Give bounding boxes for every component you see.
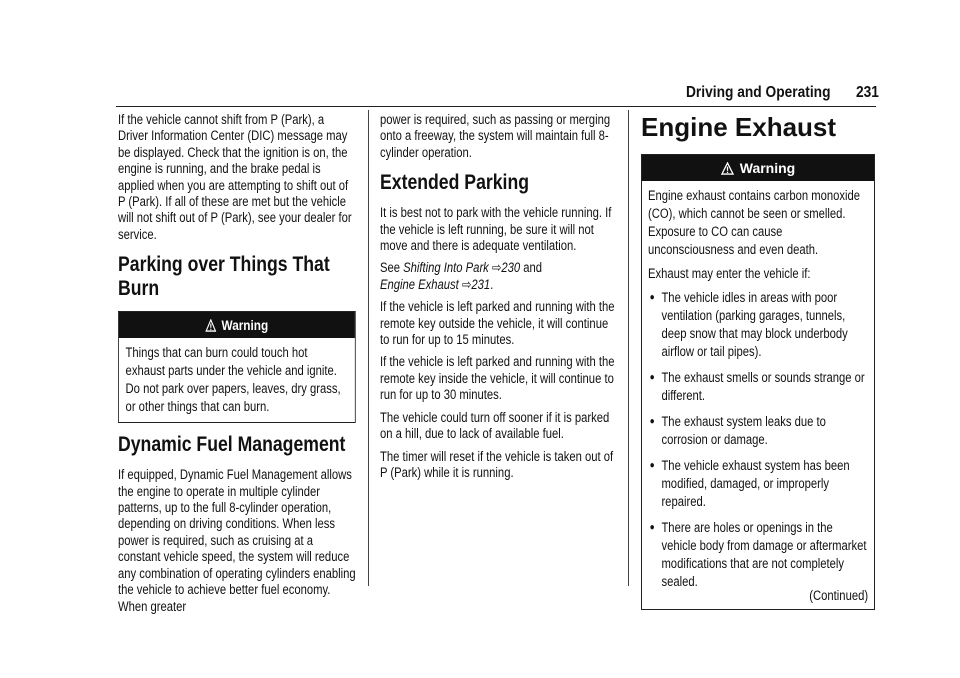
warning-label: Warning bbox=[739, 159, 796, 176]
page-ref-icon: ⇨ bbox=[461, 276, 472, 292]
continued-paragraph: power is required, such as passing or merging onto a freeway, the system will maintain full 8-cylinder operation. bbox=[380, 112, 611, 160]
warning-text: Exhaust may enter the vehicle if: bbox=[648, 266, 811, 281]
column-divider bbox=[628, 110, 629, 586]
warning-text: Engine exhaust contains carbon monoxide (CO), which cannot be seen or smelled. Exposure to CO can cause unconsciousness and even death. bbox=[648, 188, 860, 257]
column-3 bbox=[641, 112, 875, 620]
heading-engine-exhaust: Engine Exhaust bbox=[641, 112, 837, 142]
extended-paragraph-3: If the vehicle is left parked and running with the remote key inside the vehicle, it will continue to run for up to 30 minutes. bbox=[380, 354, 615, 403]
section-title: Driving and Operating bbox=[686, 84, 831, 101]
warning-header bbox=[119, 312, 355, 338]
see-reference: See Shifting Into Park ⇨230 and Engine Exhaust ⇨231. bbox=[380, 260, 543, 292]
link-shifting-into-park[interactable]: Shifting Into Park bbox=[403, 260, 489, 276]
continued-label: (Continued) bbox=[809, 588, 869, 603]
warning-label: Warning bbox=[221, 317, 269, 334]
warning-triangle-icon bbox=[721, 162, 734, 175]
warning-text: Things that can burn could touch hot exhaust parts under the vehicle and ignite. Do not park over papers, leaves, dry grass, or other things that can burn. bbox=[125, 345, 341, 415]
warning-box bbox=[118, 311, 356, 423]
extended-paragraph-2: If the vehicle is left parked and running with the remote key outside the vehicle, it will continue to run for up to 15 minutes. bbox=[380, 299, 615, 348]
list-item: ● The exhaust system leaks due to corrosion or damage. bbox=[648, 413, 868, 449]
list-item: ● There are holes or openings in the vehicle body from damage or aftermarket modifications that are not completely sealed. bbox=[648, 519, 868, 591]
page-number: 231 bbox=[856, 84, 879, 101]
heading-parking-burn: Parking over Things That Burn bbox=[118, 253, 330, 301]
warning-box bbox=[641, 154, 875, 610]
page-header bbox=[0, 84, 960, 108]
intro-paragraph: If the vehicle cannot shift from P (Park), a Driver Information Center (DIC) message may be displayed. Check that the ignition is on, the engine is running, and the brake pedal is applied when you are attempting to shift out of P (Park). If all of these are met but the vehicle will not shift out of P (Park), see your dealer for service. bbox=[118, 112, 352, 242]
warning-triangle-icon bbox=[206, 319, 217, 332]
column-1 bbox=[118, 112, 356, 621]
extended-paragraph-1: It is best not to park with the vehicle running. If the vehicle is left running, be sure it will not move and there is adequate ventilation. bbox=[380, 205, 612, 254]
warning-header bbox=[642, 155, 874, 181]
extended-paragraph-4: The vehicle could turn off sooner if it is parked on a hill, due to lack of available fuel. bbox=[380, 409, 610, 442]
list-item: ● The vehicle idles in areas with poor ventilation (parking garages, tunnels, deep snow that may block underbody airflow or tail pipes). bbox=[648, 289, 868, 361]
extended-paragraph-5: The timer will reset if the vehicle is taken out of P (Park) while it is running. bbox=[380, 448, 614, 480]
dfm-paragraph: If equipped, Dynamic Fuel Management allows the engine to operate in multiple cylinder patterns, up to the full 8-cylinder operation, depending on driving conditions. When less power is required, such as cruising at a constant vehicle speed, the system will reduce any combination of operating cylinders enabling the vehicle to achieve better fuel economy. When greater bbox=[118, 467, 356, 614]
list-item: ● The vehicle exhaust system has been modified, damaged, or improperly repaired. bbox=[648, 457, 868, 511]
heading-dynamic-fuel: Dynamic Fuel Management bbox=[118, 433, 346, 457]
bullet-list bbox=[648, 289, 868, 591]
page-ref-icon: ⇨ bbox=[491, 260, 502, 276]
header-rule bbox=[116, 106, 876, 107]
column-2 bbox=[380, 112, 616, 487]
column-divider bbox=[368, 110, 369, 586]
link-engine-exhaust[interactable]: Engine Exhaust bbox=[380, 276, 459, 292]
list-item: ● The exhaust smells or sounds strange or different. bbox=[648, 369, 868, 405]
heading-extended-parking: Extended Parking bbox=[380, 171, 530, 195]
